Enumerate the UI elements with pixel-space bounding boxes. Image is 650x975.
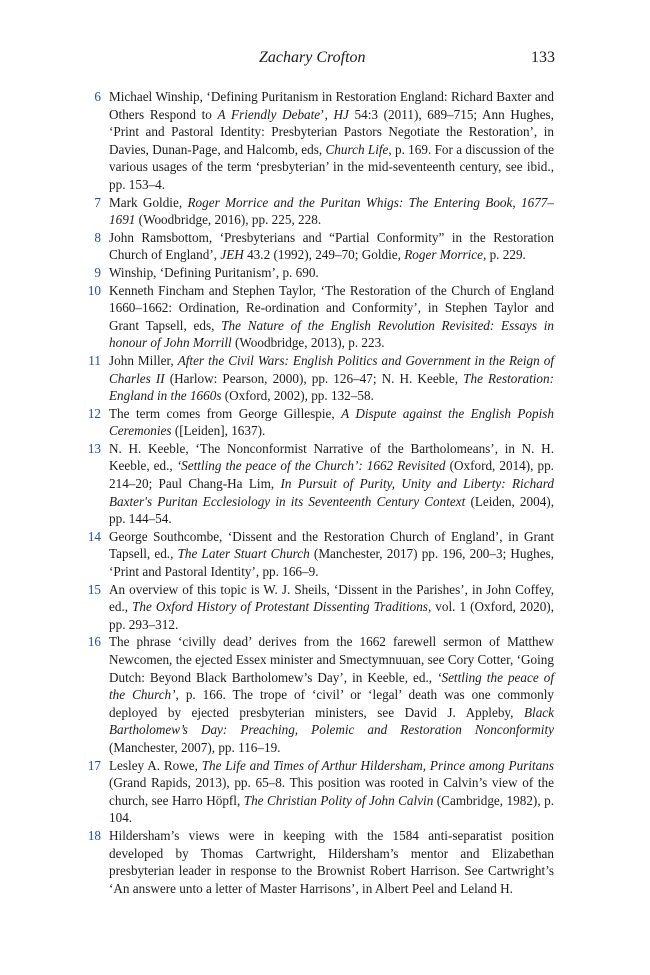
running-head: Zachary Crofton bbox=[259, 49, 366, 66]
page-header bbox=[0, 49, 650, 71]
page-number: 133 bbox=[531, 49, 555, 66]
endnote-text: (Woodbridge, 2016), pp. 225, 228. bbox=[135, 212, 322, 228]
endnote-italic-text: The Christian Polity of John Calvin bbox=[243, 792, 434, 808]
endnote-italic-text: Roger Morrice bbox=[404, 247, 483, 263]
endnote-text: (Grand Rapids, 2013), pp. 65–8. This position was rooted in Calvin’s view of the church, see Harro Höpfl, bbox=[109, 775, 554, 808]
endnote-italic-text: JEH bbox=[220, 247, 244, 263]
endnote-10 bbox=[80, 282, 554, 352]
endnote-number[interactable]: 11 bbox=[88, 352, 101, 368]
endnote-text: (Cambridge, 1982), p. 104. bbox=[109, 792, 554, 826]
endnote-text: Kenneth Fincham and Stephen Taylor, ‘The Restoration of the Church of England 1660–1662: Ordination, Re-ordination and Conformity’, in Stephen Taylor and Grant Tapsell, eds, bbox=[109, 282, 554, 333]
endnote-text: Mark Goldie, bbox=[109, 194, 188, 210]
endnote-italic-text: In Pursuit of Purity, Unity and Liberty: Richard Baxter's Puritan Ecclesiology in its Seventeenth Century Context bbox=[109, 476, 554, 509]
endnote-text: (Manchester, 2007), pp. 116–19. bbox=[109, 739, 281, 755]
endnote-number[interactable]: 13 bbox=[87, 440, 101, 456]
endnote-14 bbox=[80, 528, 554, 581]
endnote-italic-text: ‘Settling the peace of the Church’: 1662 Revisited bbox=[176, 458, 446, 474]
endnote-number[interactable]: 18 bbox=[87, 827, 101, 843]
endnote-text: The term comes from George Gillespie, bbox=[109, 405, 342, 421]
endnote-italic-text: The Nature of the English Revolution Revisited: Essays in honour of John Morrill bbox=[109, 317, 554, 351]
endnote-text: (Leiden, 2004), pp. 144–54. bbox=[109, 493, 554, 527]
endnote-italic-text: HJ bbox=[333, 106, 349, 122]
endnote-text: , vol. 1 (Oxford, 2020), pp. 293–312. bbox=[109, 599, 554, 632]
endnote-number[interactable]: 15 bbox=[87, 581, 101, 597]
endnote-text: (Woodbridge, 2013), p. 223. bbox=[231, 335, 385, 351]
endnote-number[interactable]: 9 bbox=[94, 264, 101, 280]
endnote-text: N. H. Keeble, ‘The Nonconformist Narrative of the Bartholomeans’, in N. H. Keeble, ed., bbox=[109, 440, 554, 474]
endnote-italic-text: After the Civil Wars: English Politics and Government in the Reign of Charles II bbox=[109, 352, 554, 386]
endnote-italic-text: ‘Settling the peace of the Church’ bbox=[109, 669, 554, 703]
endnote-italic-text: Church Life bbox=[325, 141, 389, 157]
endnote-12 bbox=[80, 405, 554, 440]
endnote-text: Hildersham’s views were in keeping with the 1584 anti-separatist position developed by Thomas Cartwright, Hildersham’s mentor and Elizabethan presbyterian leader in response to the Brownist Robert Harrison. See Cartwright’s ‘An answere unto a letter of Master Harrisons’, in Albert Peel and Leland H. bbox=[109, 827, 554, 896]
endnote-9 bbox=[80, 264, 554, 282]
endnote-text: Winship, ‘Defining Puritanism’, p. 690. bbox=[109, 264, 319, 280]
endnote-11 bbox=[80, 352, 554, 405]
endnote-6 bbox=[80, 88, 554, 194]
endnote-number[interactable]: 14 bbox=[87, 528, 101, 544]
endnote-text: , p. 166. The trope of ‘civil’ or ‘legal’ death was one commonly deployed by ejected presbyterian ministers, see David J. Appleby, bbox=[109, 687, 554, 720]
endnote-text: Michael Winship, ‘Defining Puritanism in Restoration England: Richard Baxter and Others Respond to bbox=[109, 89, 554, 122]
endnote-italic-text: The Later Stuart Church bbox=[177, 546, 310, 562]
endnote-text: (Harlow: Pearson, 2000), pp. 126–47; N. H. Keeble, bbox=[164, 370, 464, 386]
endnote-italic-text: Black Bartholomew’s Day: Preaching, Polemic and Restoration Nonconformity bbox=[109, 704, 554, 738]
endnote-16 bbox=[80, 633, 554, 756]
endnote-text: 54:3 (2011), 689–715; Ann Hughes, ‘Print and Pastoral Identity: Presbyterian Pastors Negotiate the Restoration’, in Davies, Dunan-Page, and Halcomb, eds, bbox=[109, 106, 554, 157]
endnote-number[interactable]: 16 bbox=[87, 634, 101, 650]
endnote-18 bbox=[80, 827, 554, 897]
endnote-text: Lesley A. Rowe, bbox=[109, 757, 202, 773]
endnote-italic-text: The Life and Times of Arthur Hildersham, Prince among Puritans bbox=[201, 757, 554, 773]
endnote-text: (Oxford, 2014), pp. 214–20; Paul Chang-Ha Lim, bbox=[109, 458, 554, 492]
endnote-8 bbox=[80, 229, 554, 264]
endnote-text: (Manchester, 2017) pp. 196, 200–3; Hughes, ‘Print and Pastoral Identity’, pp. 166–9. bbox=[109, 546, 554, 580]
endnote-number[interactable]: 10 bbox=[87, 282, 101, 298]
endnote-text: John Miller, bbox=[109, 352, 178, 368]
endnote-italic-text: Roger Morrice and the Puritan Whigs: The Entering Book, 1677–1691 bbox=[109, 194, 554, 228]
endnote-text: ’, bbox=[320, 106, 334, 122]
endnotes-list bbox=[80, 88, 554, 897]
endnote-italic-text: A Friendly Debate bbox=[217, 106, 321, 122]
endnote-15 bbox=[80, 581, 554, 634]
endnote-text: ([Leiden], 1637). bbox=[171, 423, 266, 439]
endnote-text: , p. 169. For a discussion of the various usages of the term ‘presbyterian’ in the mid-seventeenth century, see ibid., pp. 153–4. bbox=[109, 141, 555, 192]
endnote-text: (Oxford, 2002), pp. 132–58. bbox=[221, 388, 374, 404]
endnote-number[interactable]: 7 bbox=[94, 194, 101, 210]
endnote-italic-text: The Restoration: England in the 1660s bbox=[109, 370, 554, 404]
endnote-7 bbox=[80, 194, 554, 229]
endnote-number[interactable]: 12 bbox=[87, 405, 101, 421]
endnote-text: John Ramsbottom, ‘Presbyterians and “Partial Conformity” in the Restoration Church of England’, bbox=[109, 229, 554, 263]
endnote-number[interactable]: 6 bbox=[94, 89, 101, 104]
endnote-text: An overview of this topic is W. J. Sheils, ‘Dissent in the Parishes’, in John Coffey, ed., bbox=[109, 581, 554, 615]
endnote-text: George Southcombe, ‘Dissent and the Restoration Church of England’, in Grant Tapsell, ed., bbox=[109, 528, 554, 562]
endnote-italic-text: The Oxford History of Protestant Dissenting Traditions bbox=[132, 599, 428, 615]
endnote-number[interactable]: 8 bbox=[94, 229, 101, 245]
endnote-text: 43.2 (1992), 249–70; Goldie, bbox=[243, 247, 405, 263]
endnote-italic-text: A Dispute against the English Popish Ceremonies bbox=[109, 405, 554, 439]
endnote-number[interactable]: 17 bbox=[87, 757, 101, 773]
endnote-text: , p. 229. bbox=[482, 247, 526, 263]
endnote-13 bbox=[80, 440, 554, 528]
endnote-17 bbox=[80, 757, 554, 827]
endnote-text: The phrase ‘civilly dead’ derives from the 1662 farewell sermon of Matthew Newcomen, the ejected Essex minister and Smectymnuuan, see Cory Cotter, ‘Going Dutch: Beyond Black Bartholomew’s Day’, in Keeble, ed., bbox=[109, 634, 554, 685]
